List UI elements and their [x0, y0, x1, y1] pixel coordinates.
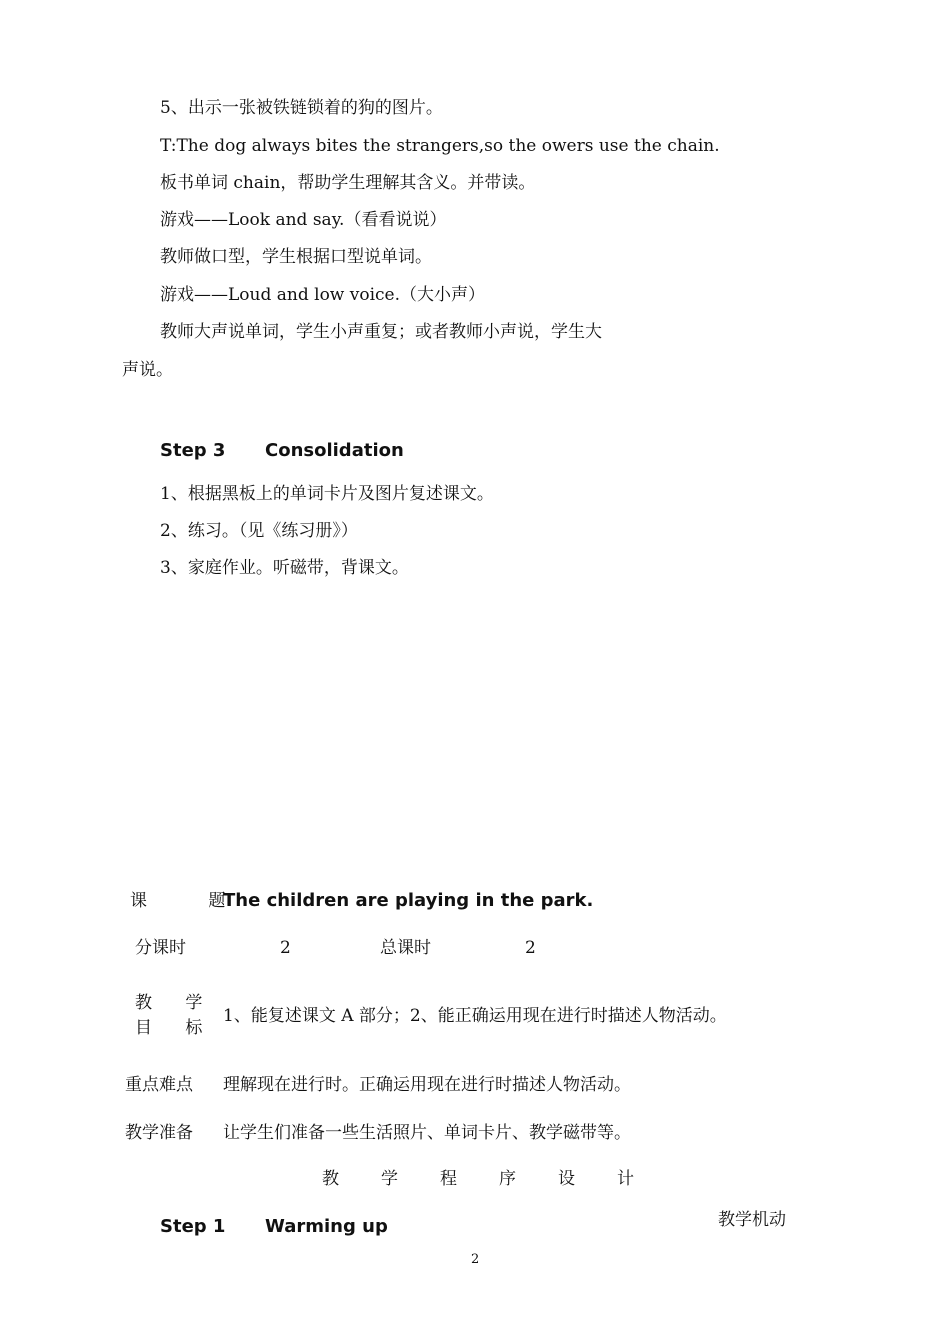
step1-number: Step 1	[160, 1216, 226, 1237]
topic-value: The children are playing in the park.	[223, 890, 594, 911]
total-value: 2	[525, 938, 536, 958]
total-label: 总课时	[380, 938, 431, 958]
program-design-title: 教学程序设计	[322, 1169, 676, 1189]
text-line-7: 教师大声说单词，学生小声重复；或者教师小声说，学生大	[160, 322, 602, 342]
period-value: 2	[280, 938, 291, 958]
flex-label: 教学机动	[718, 1210, 786, 1230]
goal-value: 1、能复述课文 A 部分；2、能正确运用现在进行时描述人物活动。	[223, 1006, 727, 1026]
step1-title: Warming up	[265, 1216, 388, 1237]
text-line-3: 板书单词 chain，帮助学生理解其含义。并带读。	[160, 173, 536, 193]
text-line-6: 游戏——Loud and low voice.（大小声）	[160, 285, 486, 305]
text-line-8: 声说。	[122, 360, 173, 380]
text-line-1: 5、出示一张被铁链锁着的狗的图片。	[160, 98, 443, 118]
prep-label: 教学准备	[125, 1123, 193, 1143]
page-number: 2	[471, 1252, 480, 1267]
step3-item-2: 2、练习。（见《练习册》）	[160, 521, 358, 541]
key-value: 理解现在进行时。正确运用现在进行时描述人物活动。	[223, 1075, 631, 1095]
goal-label-line1: 教 学	[135, 993, 217, 1013]
key-label: 重点难点	[125, 1075, 193, 1095]
period-label: 分课时	[135, 938, 186, 958]
step3-title: Consolidation	[265, 440, 404, 461]
topic-label: 课 题	[130, 891, 254, 911]
step3-item-3: 3、家庭作业。听磁带，背课文。	[160, 558, 409, 578]
prep-value: 让学生们准备一些生活照片、单词卡片、教学磁带等。	[223, 1123, 631, 1143]
goal-label-line2: 目 标	[135, 1018, 217, 1038]
step3-item-1: 1、根据黑板上的单词卡片及图片复述课文。	[160, 484, 494, 504]
text-line-5: 教师做口型，学生根据口型说单词。	[160, 247, 432, 267]
step3-number: Step 3	[160, 440, 226, 461]
text-line-2: T:The dog always bites the strangers,so the owers use the chain.	[160, 136, 720, 156]
text-line-4: 游戏——Look and say.（看看说说）	[160, 210, 447, 230]
